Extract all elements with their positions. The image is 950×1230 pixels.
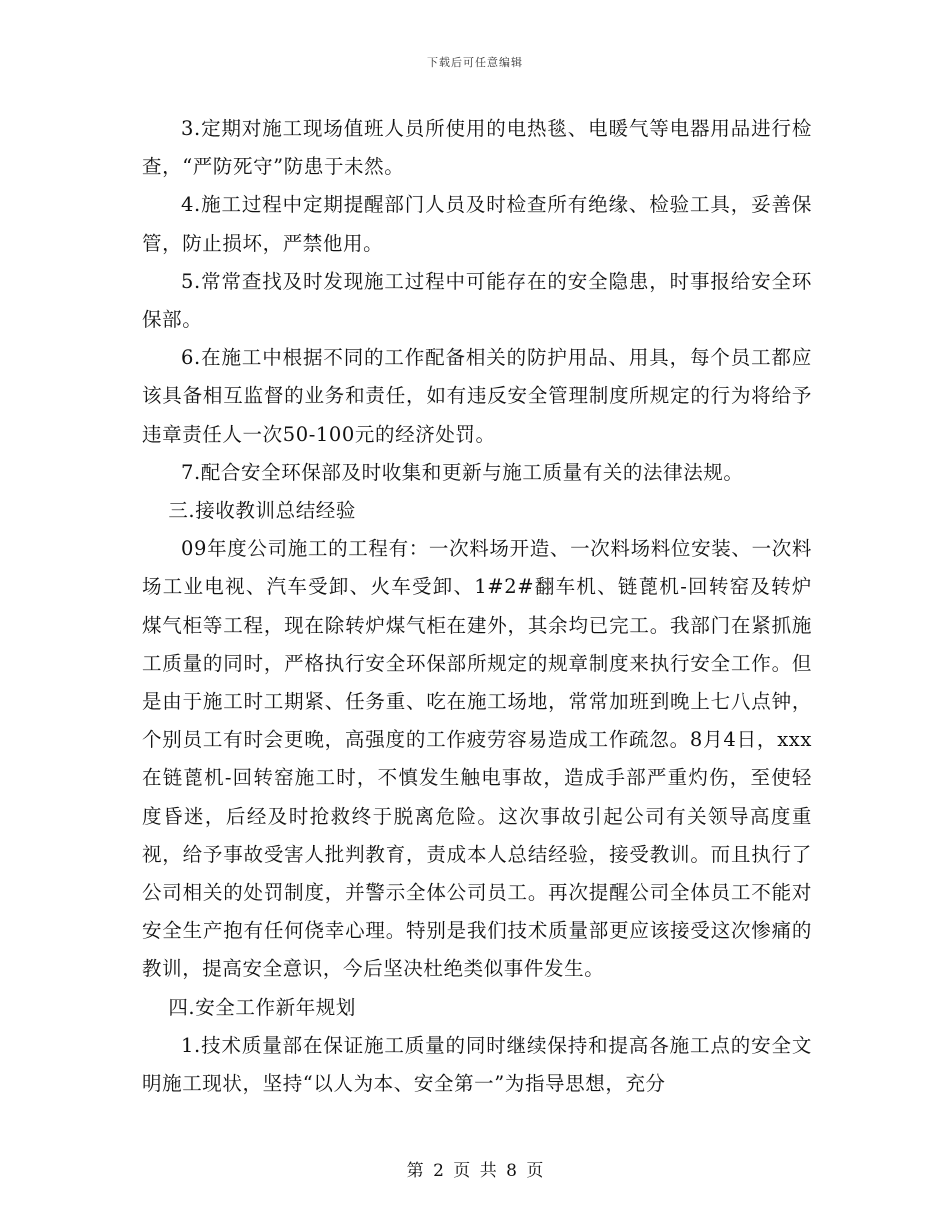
paragraph-item-7: 7.配合安全环保部及时收集和更新与施工质量有关的法律法规。 [181, 460, 744, 484]
page-header: 下载后可任意编辑 [427, 56, 523, 69]
page-number: 第 2 页 共 8 页 [406, 1161, 544, 1181]
paragraph-item-5: 5.常常查找及时发现施工过程中可能存在的安全隐患，时事报给安全环保部。 [142, 269, 812, 332]
paragraph-item-4: 4.施工过程中定期提醒部门人员及时检查所有绝缘、检验工具，妥善保管，防止损坏，严禁他用。 [142, 193, 812, 255]
paragraph-item-6: 6.在施工中根据不同的工作配备相关的防护用品、用具，每个员工都应该具备相互监督的业务和责任，如有违反安全管理制度所规定的行为将给予违章责任人一次50-100元的经济处罚。 [142, 346, 812, 446]
section-heading-4: 四.安全工作新年规划 [168, 995, 357, 1019]
paragraph-item-3: 3.定期对施工现场值班人员所使用的电热毯、电暖气等电器用品进行检查，“严防死守”防患于未然。 [142, 117, 812, 179]
section-heading-3: 三.接收教训总结经验 [168, 499, 357, 523]
document-body [142, 110, 812, 1103]
paragraph-plan-1: 1.技术质量部在保证施工质量的同时继续保持和提高各施工点的安全文明施工现状，坚持“以人为本、安全第一”为指导思想，充分 [142, 1033, 812, 1096]
paragraph-lessons: 09年度公司施工的工程有：一次料场开造、一次料场料位安装、一次料场工业电视、汽车受卸、火车受卸、1#2#翻车机、链蓖机-回转窑及转炉煤气柜等工程，现在除转炉煤气柜在建外，其余均已完工。我部门在紧抓施工质量的同时，严格执行安全环保部所规定的规章制度来执行安全工作。但是由于施工时工期紧、任务重、吃在施工场地，常常加班到晚上七八点钟，个别员工有时会更晚，高强度的工作疲劳容易造成工作疏忽。8月4日，xxx在链蓖机-回转窑施工时，不慎发生触电事故，造成手部严重灼伤，至使轻度昏迷，后经及时抢救终于脱离危险。这次事故引起公司有关领导高度重视，给予事故受害人批判教育，责成本人总结经验，接受教训。而且执行了公司相关的处罚制度，并警示全体公司员工。再次提醒公司全体员工不能对安全生产抱有任何侥幸心理。特别是我们技术质量部更应该接受这次惨痛的教训，提高安全意识，今后坚决杜绝类似事件发生。 [142, 537, 812, 981]
